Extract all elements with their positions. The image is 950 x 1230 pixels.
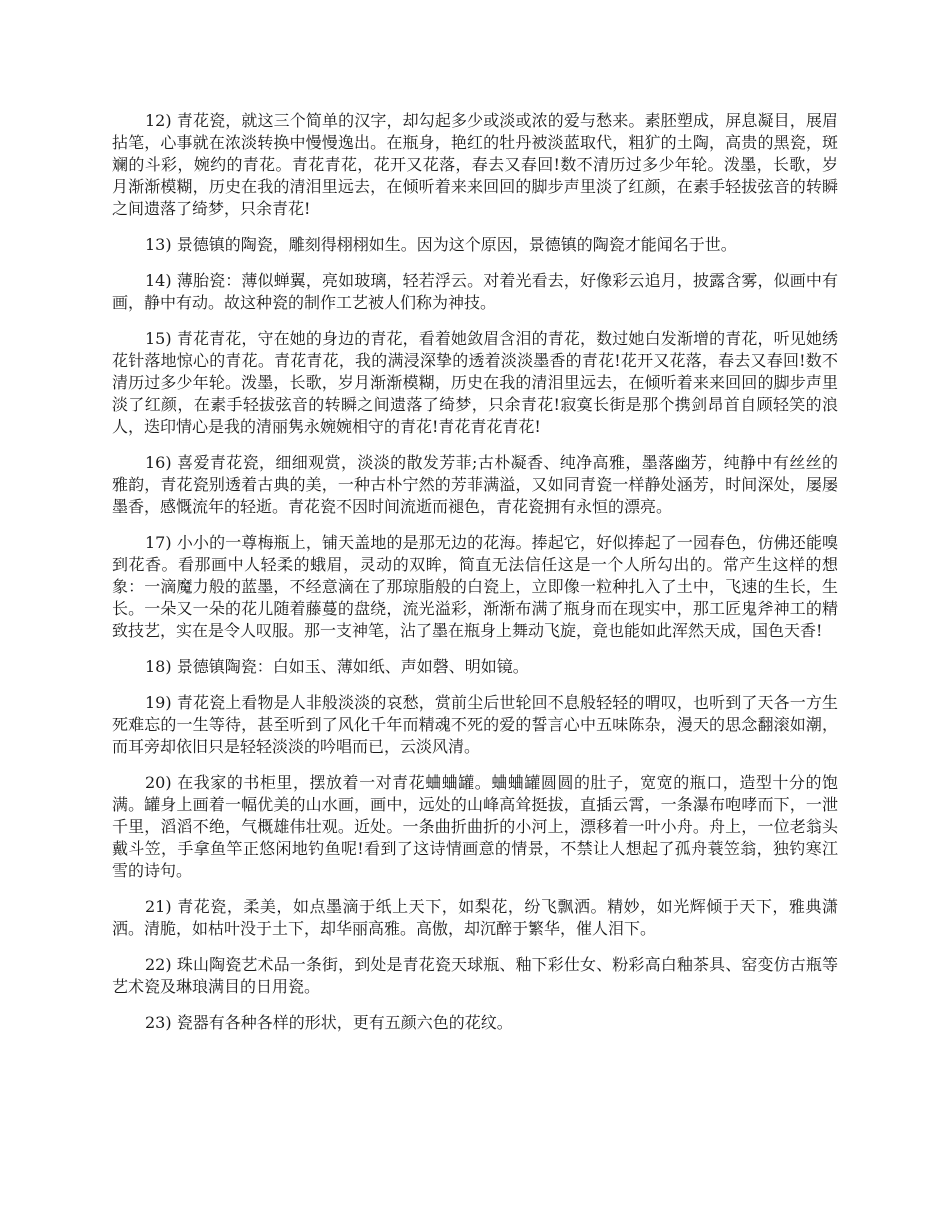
paragraph-13: 13) 景德镇的陶瓷，雕刻得栩栩如生。因为这个原因，景德镇的陶瓷才能闻名于世。 — [145, 235, 737, 254]
paragraph-15: 15) 青花青花，守在她的身边的青花，看着她敛眉含泪的青花，数过她白发渐增的青花，听见她绣花针落地惊心的青花。青花青花，我的满浸深挚的透着淡淡墨香的青花!花开又花落，春去又春回!数不清历过多少年轮。泼墨，长歌，岁月渐渐模糊，历史在我的清泪里远去，在倾听着来来回回的脚步声里淡了红颜，在素手轻拔弦音的转瞬之间遗落了绮梦，只余青花!寂寞长街是那个携剑昂首自顾轻笑的浪人，迭印情心是我的清丽隽永婉婉相守的青花!青花青花青花! — [112, 329, 838, 436]
paragraph-16: 16) 喜爱青花瓷，细细观赏，淡淡的散发芳菲;古朴凝香、纯净高雅，墨落幽芳，纯静中有丝丝的雅韵，青花瓷别透着古典的美，一种古朴宁然的芳菲满溢，又如同青瓷一样静处涵芳，时间深处，屡屡墨香，感慨流年的轻逝。青花瓷不因时间流逝而褪色，青花瓷拥有永恒的漂亮。 — [112, 453, 838, 516]
paragraph-22: 22) 珠山陶瓷艺术品一条街，到处是青花瓷天球瓶、釉下彩仕女、粉彩高白釉茶具、窑变仿古瓶等艺术瓷及琳琅满目的日用瓷。 — [112, 955, 838, 996]
paragraph-20: 20) 在我家的书柜里，摆放着一对青花蛐蛐罐。蛐蛐罐圆圆的肚子，宽宽的瓶口，造型十分的饱满。罐身上画着一幅优美的山水画，画中，远处的山峰高耸挺拔，直插云霄，一条瀑布咆哮而下，一泄千里，滔滔不绝，气概雄伟壮观。近处。一条曲折曲折的小河上，漂移着一叶小舟。舟上，一位老翁头戴斗笠，手拿鱼竿正悠闲地钓鱼呢!看到了这诗情画意的情景，不禁让人想起了孤舟蓑笠翁，独钓寒江雪的诗句。 — [112, 773, 838, 880]
paragraph-17: 17) 小小的一尊梅瓶上，铺天盖地的是那无边的花海。捧起它，好似捧起了一园春色，仿佛还能嗅到花香。看那画中人轻柔的蛾眉，灵动的双眸，简直无法信任这是一个人所勾出的。常产生这样的想象：一滴魔力般的蓝墨，不经意滴在了那琼脂般的白瓷上，立即像一粒种扎入了土中，飞速的生长，生长。一朵又一朵的花儿随着藤蔓的盘绕，流光溢彩，渐渐布满了瓶身而在现实中，那工匠鬼斧神工的精致技艺，实在是令人叹服。那一支神笔，沾了墨在瓶身上舞动飞旋，竟也能如此浑然天成，国色天香! — [112, 533, 838, 640]
paragraph-21: 21) 青花瓷，柔美，如点墨滴于纸上天下，如梨花，纷飞飘洒。精妙，如光辉倾于天下，雅典潇洒。清脆，如枯叶没于土下，却华丽高雅。高傲，却沉醉于繁华，催人泪下。 — [112, 897, 838, 938]
paragraph-12: 12) 青花瓷，就这三个简单的汉字，却勾起多少或淡或浓的爱与愁来。素胚塑成，屏息凝目，展眉拈笔，心事就在浓淡转换中慢慢逸出。在瓶身，艳红的牡丹被淡蓝取代，粗犷的土陶，高贵的黑瓷，斑斓的斗彩，婉约的青花。青花青花，花开又花落，春去又春回!数不清历过多少年轮。泼墨，长歌，岁月渐渐模糊，历史在我的清泪里远去，在倾听着来来回回的脚步声里淡了红颜，在素手轻拔弦音的转瞬之间遗落了绮梦，只余青花! — [112, 111, 838, 218]
paragraph-18: 18) 景德镇陶瓷：白如玉、薄如纸、声如磬、明如镜。 — [145, 657, 529, 676]
paragraph-23: 23) 瓷器有各种各样的形状，更有五颜六色的花纹。 — [145, 1013, 513, 1032]
paragraph-19: 19) 青花瓷上看物是人非般淡淡的哀愁，赏前尘后世轮回不息般轻轻的喟叹，也听到了天各一方生死难忘的一生等待，甚至听到了风化千年而精魂不死的爱的誓言心中五味陈杂，漫天的思念翻滚如潮，而耳旁却依旧只是轻轻淡淡的吟唱而已，云淡风清。 — [112, 693, 838, 756]
paragraph-14: 14) 薄胎瓷：薄似蝉翼，亮如玻璃，轻若浮云。对着光看去，好像彩云追月，披露含雾，似画中有画，静中有动。故这种瓷的制作工艺被人们称为神技。 — [112, 271, 838, 312]
document-body — [112, 110, 838, 1034]
